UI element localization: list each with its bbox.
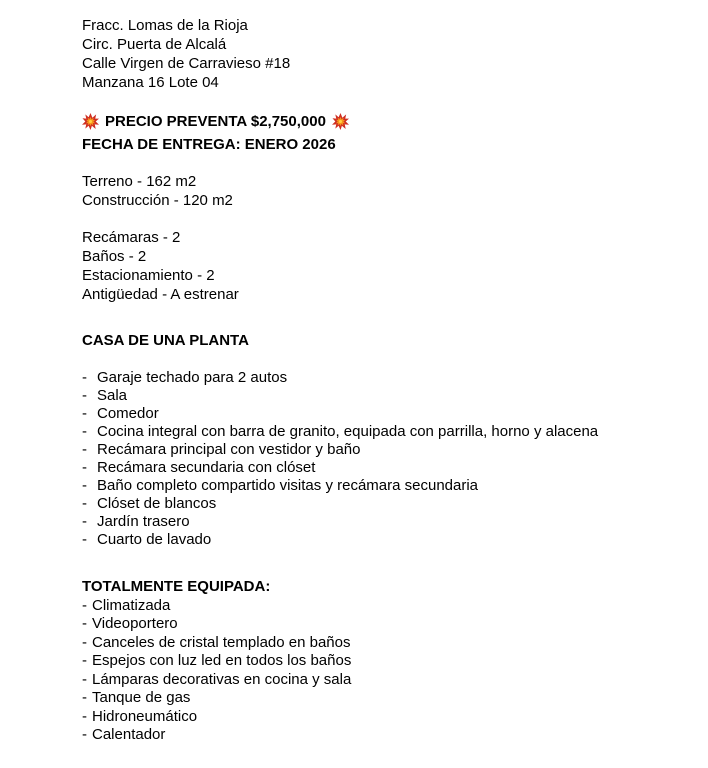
dash-bullet: - — [82, 531, 87, 548]
list-item-text: Climatizada — [92, 596, 171, 614]
house-features-list — [82, 369, 688, 549]
dash-bullet: - — [82, 670, 87, 688]
list-item-text: Tanque de gas — [92, 689, 191, 706]
spec-banos: Baños - 2 — [82, 248, 147, 265]
list-item — [82, 369, 688, 387]
list-item-text: Jardín trasero — [97, 513, 190, 530]
dash-bullet: - — [82, 387, 87, 404]
dash-bullet: - — [82, 652, 87, 669]
price-line — [82, 110, 688, 133]
address-line-circuito: Circ. Puerta de Alcalá — [82, 36, 227, 53]
dash-bullet: - — [82, 405, 87, 422]
list-item-text: Sala — [97, 387, 128, 404]
list-item — [82, 405, 688, 423]
section-heading-casa: CASA DE UNA PLANTA — [82, 332, 249, 349]
address-line-fraccionamiento: Fracc. Lomas de la Rioja — [82, 17, 248, 34]
dash-bullet: - — [82, 459, 87, 476]
collision-burst-icon — [332, 113, 349, 130]
list-item-text: Recámara secundaria con clóset — [97, 459, 316, 476]
list-item-text: Recámara principal con vestidor y baño — [97, 441, 361, 458]
collision-burst-icon — [82, 113, 99, 130]
list-item-text: Cocina integral con barra de granito, equipada con parrilla, horno y alacena — [97, 423, 599, 440]
dash-bullet: - — [82, 477, 87, 494]
address-line-manzana-lote: Manzana 16 Lote 04 — [82, 74, 219, 91]
delivery-date-line: FECHA DE ENTREGA: ENERO 2026 — [82, 136, 336, 153]
list-item — [82, 459, 688, 477]
address-line-calle: Calle Virgen de Carravieso #18 — [82, 55, 291, 72]
spec-estacionamiento: Estacionamiento - 2 — [82, 267, 215, 284]
dash-bullet: - — [82, 495, 87, 512]
dash-bullet: - — [82, 615, 87, 632]
list-item-text: Hidroneumático — [92, 707, 198, 725]
spec-antiguedad: Antigüedad - A estrenar — [82, 286, 239, 303]
list-item-text: Cuarto de lavado — [97, 531, 212, 548]
address-block — [82, 16, 688, 92]
dash-bullet: - — [82, 369, 87, 386]
list-item — [82, 495, 688, 513]
list-item — [82, 726, 688, 745]
dash-bullet: - — [82, 707, 87, 725]
list-item-text: Clóset de blancos — [97, 495, 217, 512]
list-item — [82, 423, 688, 441]
list-item-text: Calentador — [92, 726, 166, 743]
list-item — [82, 652, 688, 671]
dash-bullet: - — [82, 513, 87, 530]
dash-bullet: - — [82, 596, 87, 614]
section-heading-equipada: TOTALMENTE EQUIPADA: — [82, 578, 271, 595]
equipment-block — [82, 578, 688, 745]
price-text: PRECIO PREVENTA $2,750,000 — [105, 113, 326, 130]
list-item-text: Videoportero — [92, 615, 178, 632]
list-item — [82, 708, 688, 727]
feature-specs-block — [82, 228, 688, 304]
list-item-text: Comedor — [97, 405, 159, 422]
list-item — [82, 441, 688, 459]
list-item — [82, 513, 688, 531]
pricing-block — [82, 110, 688, 156]
spec-recamaras: Recámaras - 2 — [82, 229, 181, 246]
list-item-text: Garaje techado para 2 autos — [97, 369, 288, 386]
list-item — [82, 615, 688, 634]
list-item-text: Lámparas decorativas en cocina y sala — [92, 670, 352, 688]
list-item — [82, 387, 688, 405]
lot-specs-block — [82, 172, 688, 210]
list-item — [82, 671, 688, 690]
list-item-text: Espejos con luz led en todos los baños — [92, 652, 352, 669]
list-item — [82, 689, 688, 708]
list-item-text: Canceles de cristal templado en baños — [92, 633, 351, 651]
dash-bullet: - — [82, 423, 87, 440]
dash-bullet: - — [82, 689, 87, 706]
dash-bullet: - — [82, 441, 87, 458]
dash-bullet: - — [82, 633, 87, 651]
list-item-text: Baño completo compartido visitas y recámara secundaria — [97, 477, 479, 494]
dash-bullet: - — [82, 726, 87, 743]
list-item — [82, 477, 688, 495]
list-item — [82, 597, 688, 616]
list-item — [82, 634, 688, 653]
spec-construccion: Construcción - 120 m2 — [82, 192, 233, 209]
spec-terreno: Terreno - 162 m2 — [82, 173, 197, 190]
list-item — [82, 531, 688, 549]
